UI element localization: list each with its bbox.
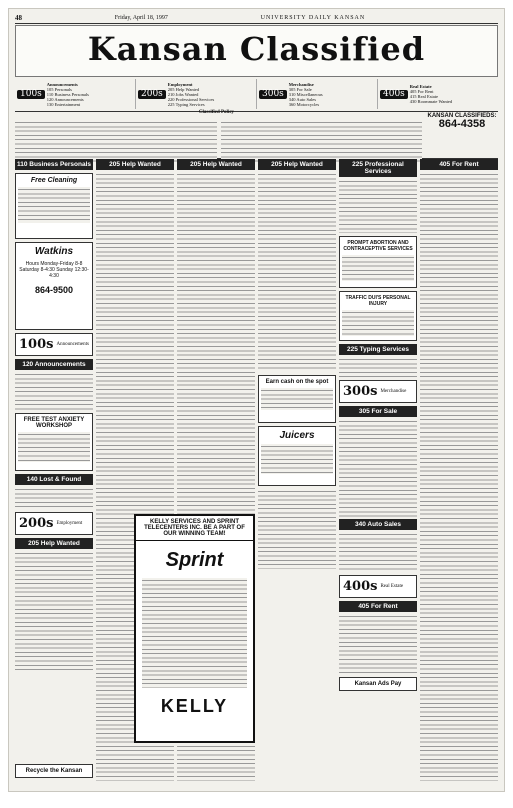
column-6 [420,159,498,781]
policy-title: Classified Policy [198,110,235,115]
section-header: 205 Help Wanted [177,159,255,170]
banner-num: 200s [19,516,54,531]
watkins-hours: Hours Monday-Friday 8-8 Saturday 8-4:30 Sunday 12:30-4:30 [19,261,89,279]
watkins-name: Watkins [34,246,74,257]
column-5 [339,159,417,781]
kelly-ad-body [142,578,247,688]
real-estate-banner [339,575,417,598]
earn-cash-ad [258,375,336,423]
section-header: 405 For Rent [339,601,417,612]
watkins-phone: 864-9500 [34,285,74,295]
abortion-services-ad [339,236,417,288]
index-item: 220 Professional Services [167,96,215,102]
announcements-banner [15,333,93,356]
section-header: 140 Lost & Found [15,474,93,485]
anxiety-body [18,432,90,462]
index-item: 430 Roommate Wanted [409,99,453,104]
index-label: Announcements [46,81,78,87]
ad-columns [15,159,498,781]
abortion-services-title: PROMPT ABORTION AND CONTRACEPTIVE SERVICES [343,240,413,252]
index-item: 210 Jobs Wanted [167,91,199,97]
ad-text [15,487,93,509]
folio-date: Friday, April 18, 1997 [114,15,168,21]
watkins-ad [15,242,93,330]
index-num: 100s [17,90,45,99]
index-merchandise[interactable] [257,79,378,109]
masthead [15,25,498,77]
index-item: 120 Announcements [46,96,84,102]
ad-text [258,489,336,569]
ad-text [15,551,93,671]
section-header: 340 Auto Sales [339,519,417,530]
ad-text [339,357,417,377]
paper-name: UNIVERSITY DAILY KANSAN [260,15,366,21]
sprint-logo: Sprint [165,549,224,571]
stitch-title: Free Cleaning [30,177,78,184]
stitch-body [18,187,90,223]
policy-text-block [15,120,217,164]
policy-text-block [221,120,423,164]
merchandise-banner [339,380,417,403]
ad-text [420,172,498,781]
anxiety-title: FREE TEST ANXIETY WORKSHOP [23,417,85,429]
index-item: 340 Auto Sales [288,96,317,102]
kansan-ads-pay-banner [339,677,417,691]
phone-label: KANSAN CLASSIFIEDS: [427,113,497,119]
index-item: 105 Personals [46,86,72,92]
banner-label: Merchandise [380,388,407,394]
category-index [15,79,498,109]
section-header: 110 Business Personals [16,161,92,168]
section-header: 205 Help Wanted [96,159,174,170]
traffic-dui-ad [339,291,417,341]
index-item: 205 Help Wanted [167,86,200,92]
column-4 [258,159,336,781]
ad-text [15,372,93,410]
ad-text [339,179,417,233]
section-header: 305 For Sale [339,406,417,417]
index-item: 360 Motorcycles [288,101,320,107]
ad-text [339,419,417,519]
index-num: 400s [380,90,408,99]
index-item: 305 For Sale [288,86,312,92]
masthead-title: Kansan Classified [87,30,426,68]
ad-text [258,172,336,372]
section-header: 120 Announcements [15,359,93,370]
earn-cash-body [261,388,333,410]
employment-banner [15,512,93,535]
classifieds-phone[interactable] [426,114,498,158]
classified-policy [15,111,498,159]
juicers-title: Juicers [279,430,315,441]
section-header: 225 Professional Services [339,159,417,177]
folio-bar [15,13,498,24]
index-item: 415 Real Estate [409,94,439,99]
index-item: 405 For Rent [409,89,434,94]
banner-num: 100s [19,337,54,352]
juicers-ad [258,426,336,486]
section-header: 205 Help Wanted [15,538,93,549]
index-num: 200s [138,90,166,99]
banner-label: Employment [56,520,83,526]
earn-cash-title: Earn cash on the spot [265,379,329,385]
kelly-ad-title: KELLY SERVICES AND SPRINT TELECENTERS INC. BE A PART OF OUR WINNING TEAM! [136,516,253,541]
index-label: Employment [167,81,193,87]
index-announcements[interactable] [15,79,136,109]
kelly-logo: KELLY [160,696,229,716]
ad-text [339,614,417,674]
section-header: 405 For Rent [420,159,498,170]
kansan-ads-pay-text: Kansan Ads Pay [354,681,402,687]
traffic-body [342,310,414,336]
index-item: 110 Business Personals [46,91,89,97]
index-label: Real Estate [409,84,432,89]
classified-page [8,8,505,792]
kelly-sprint-ad [134,514,255,743]
section-header: 205 Help Wanted [258,159,336,170]
juicers-body [261,444,333,474]
banner-label: Real Estate [380,583,404,589]
traffic-title: TRAFFIC DUI'S PERSONAL INJURY [345,295,411,307]
banner-label: Announcements [56,341,89,347]
index-item: 225 Typing Services [167,101,205,107]
index-item: 310 Miscellaneous [288,91,323,97]
index-num: 300s [259,90,287,99]
ad-text [339,532,417,572]
anxiety-ad [15,413,93,471]
recycle-banner [15,764,93,778]
page-number: 48 [15,14,22,22]
stitch-ad [15,173,93,239]
index-real-estate[interactable] [378,79,498,109]
index-label: Merchandise [288,81,314,87]
section-header: 225 Typing Services [339,344,417,355]
phone-number: 864-4358 [438,117,486,130]
index-item: 130 Entertainment [46,101,81,107]
index-employment[interactable] [136,79,257,109]
recycle-text: Recycle the Kansan [25,768,83,774]
banner-num: 300s [343,384,378,399]
column-1 [15,159,93,781]
banner-num: 400s [343,579,378,594]
abortion-services-body [342,255,414,281]
